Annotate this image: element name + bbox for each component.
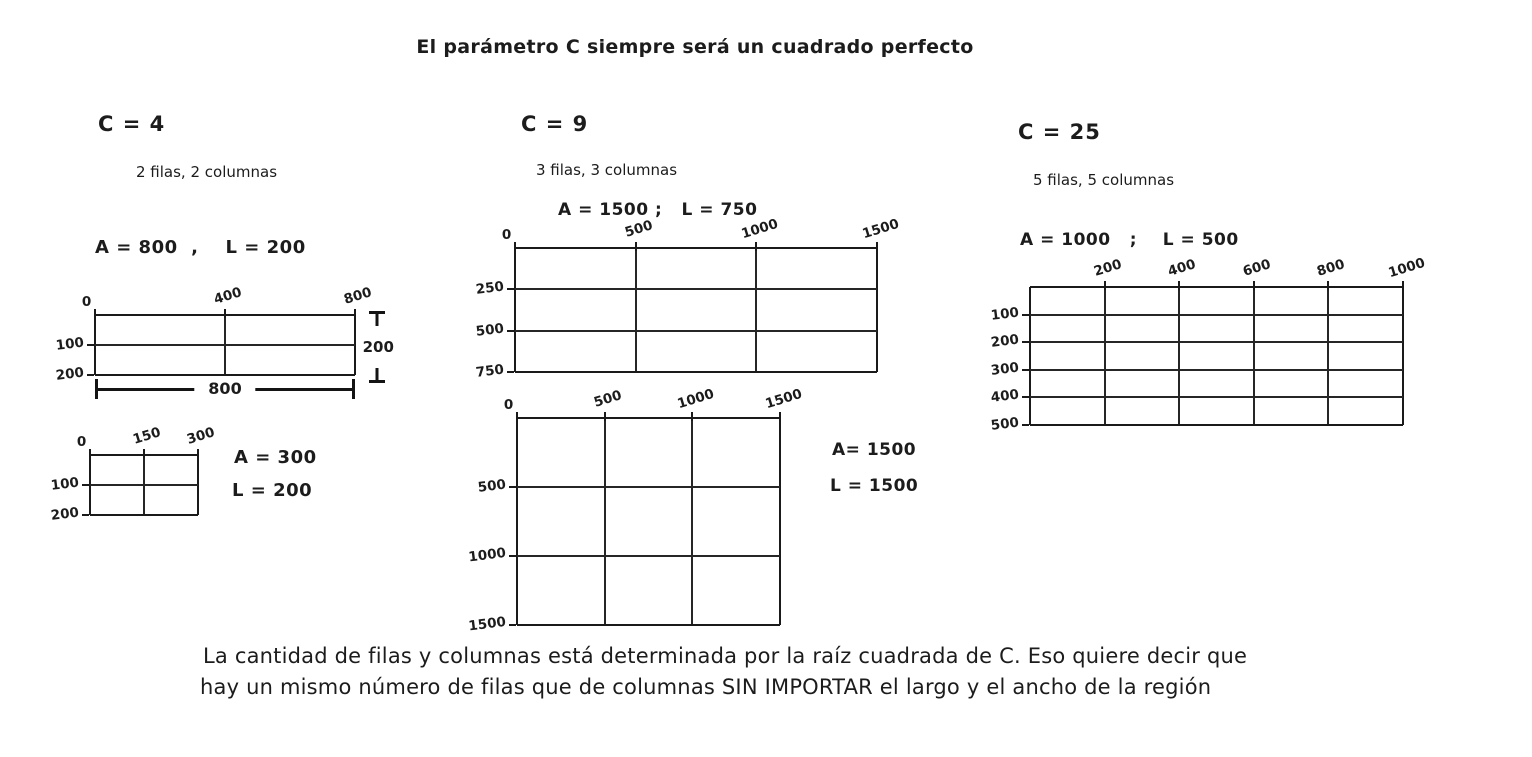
- y-axis-tick-mark: [87, 374, 94, 376]
- grid-line-horizontal: [515, 247, 877, 249]
- x-axis-tick-label: 0: [503, 397, 514, 413]
- y-axis-tick-label: 200: [54, 364, 85, 384]
- footer-line-1: La cantidad de filas y columnas está determinada por la raíz cuadrada de C. Eso quiere decir que: [203, 644, 1248, 668]
- section-c25-subheading: 5 filas, 5 columnas: [1033, 171, 1175, 189]
- grid-line-horizontal: [515, 330, 877, 332]
- y-axis-tick-label: 100: [989, 304, 1020, 324]
- grid-line-horizontal: [90, 484, 198, 486]
- section-c25-heading: C = 25: [1018, 120, 1101, 144]
- x-axis-tick-mark: [691, 412, 693, 421]
- dimension-end-left: [95, 379, 98, 399]
- c4-grid2-annotation-line1: A = 300: [234, 447, 317, 468]
- x-axis-tick-label: 300: [185, 424, 217, 448]
- grid-line-horizontal: [517, 486, 780, 488]
- x-axis-tick-mark: [354, 309, 356, 318]
- x-axis-tick-mark: [604, 412, 606, 421]
- grid-line-horizontal: [1030, 314, 1403, 316]
- grid-line-horizontal: [1030, 396, 1403, 398]
- grid-line-horizontal: [1030, 286, 1403, 288]
- grid-line-horizontal: [517, 624, 780, 626]
- y-axis-tick-label: 100: [49, 474, 80, 494]
- grid-line-vertical: [779, 418, 781, 625]
- x-axis-tick-label: 500: [622, 217, 655, 241]
- x-axis-tick-label: 1000: [739, 215, 781, 243]
- c4-grid1-width-dimension: [95, 379, 355, 399]
- x-axis-tick-label: 0: [76, 434, 87, 450]
- grid-line-vertical: [635, 248, 637, 372]
- x-axis-tick-label: 1000: [1386, 254, 1428, 282]
- x-axis-tick-mark: [516, 412, 518, 421]
- grid-line-horizontal: [1030, 369, 1403, 371]
- c9-grid1-annotation: A = 1500 ; L = 750: [558, 200, 758, 220]
- section-c9-heading: C = 9: [521, 112, 589, 136]
- grid-line-vertical: [604, 418, 606, 625]
- c9-grid2-annotation-line2: L = 1500: [830, 476, 919, 496]
- x-axis-tick-mark: [94, 309, 96, 318]
- x-axis-tick-label: 0: [501, 227, 512, 243]
- y-axis-tick-label: 200: [989, 331, 1020, 352]
- y-axis-tick-mark: [509, 624, 516, 626]
- grid-line-horizontal: [517, 555, 780, 557]
- footer-line-2: hay un mismo número de filas que de columnas SIN IMPORTAR el largo y el ancho de la región: [200, 675, 1212, 699]
- y-axis-tick-label: 500: [989, 414, 1020, 434]
- grid-line-vertical: [1402, 287, 1404, 425]
- y-axis-tick-mark: [1022, 369, 1029, 371]
- y-axis-tick-mark: [507, 288, 514, 290]
- y-axis-tick-label: 500: [474, 320, 505, 340]
- x-axis-tick-mark: [755, 242, 757, 251]
- x-axis-tick-label: 1500: [860, 215, 902, 243]
- y-axis-tick-mark: [509, 486, 516, 488]
- y-axis-tick-label: 250: [474, 278, 505, 299]
- grid-line-vertical: [755, 248, 757, 372]
- grid-line-vertical: [1253, 287, 1255, 425]
- height-dimension-label: 200: [362, 338, 394, 356]
- y-axis-tick-mark: [1022, 424, 1029, 426]
- c9-grid2-annotation-line1: A= 1500: [832, 440, 917, 460]
- x-axis-tick-mark: [89, 449, 91, 458]
- y-axis-tick-label: 100: [54, 334, 85, 354]
- page-title: El parámetro C siempre será un cuadrado perfecto: [416, 36, 974, 58]
- c25-grid1-annotation: A = 1000 ; L = 500: [1020, 230, 1239, 250]
- x-axis-tick-mark: [635, 242, 637, 251]
- section-c4-subheading: 2 filas, 2 columnas: [136, 163, 278, 181]
- section-c4-heading: C = 4: [98, 112, 166, 136]
- y-axis-tick-label: 750: [474, 361, 505, 381]
- c4-grid2-annotation-line2: L = 200: [232, 480, 313, 501]
- x-axis-tick-label: 200: [1091, 256, 1124, 280]
- y-axis-tick-label: 400: [989, 386, 1020, 407]
- x-axis-tick-mark: [1178, 281, 1180, 290]
- x-axis-tick-label: 500: [591, 387, 624, 411]
- grid-line-vertical: [514, 248, 516, 372]
- c9-grid2: [467, 385, 805, 635]
- x-axis-tick-label: 150: [131, 424, 163, 448]
- section-c9-subheading: 3 filas, 3 columnas: [536, 161, 678, 179]
- dimension-stem-top: [376, 313, 379, 326]
- x-axis-tick-mark: [1104, 281, 1106, 290]
- x-axis-tick-mark: [1253, 281, 1255, 290]
- x-axis-tick-label: 400: [1166, 256, 1198, 280]
- grid-line-horizontal: [1030, 341, 1403, 343]
- x-axis-tick-label: 800: [342, 284, 374, 308]
- x-axis-tick-mark: [224, 309, 226, 318]
- x-axis-tick-label: 600: [1240, 256, 1273, 280]
- y-axis-tick-mark: [87, 344, 94, 346]
- grid-line-vertical: [1029, 287, 1031, 425]
- y-axis-tick-mark: [1022, 314, 1029, 316]
- grid-line-horizontal: [95, 344, 355, 346]
- grid-line-horizontal: [95, 374, 355, 376]
- y-axis-tick-mark: [82, 514, 89, 516]
- y-axis-tick-label: 200: [49, 504, 80, 524]
- width-dimension-label: 800: [194, 379, 255, 398]
- grid-line-horizontal: [515, 371, 877, 373]
- x-axis-tick-label: 0: [81, 294, 92, 310]
- c4-grid1-annotation: A = 800 , L = 200: [95, 237, 306, 258]
- x-axis-tick-label: 400: [212, 284, 244, 308]
- grid-line-vertical: [1104, 287, 1106, 425]
- y-axis-tick-label: 500: [476, 476, 507, 496]
- grid-line-horizontal: [90, 514, 198, 516]
- dimension-end-right: [352, 379, 355, 399]
- x-axis-tick-mark: [779, 412, 781, 421]
- y-axis-tick-mark: [507, 330, 514, 332]
- x-axis-tick-label: 1500: [763, 385, 805, 413]
- y-axis-tick-label: 1500: [467, 613, 507, 635]
- c25-grid1: [989, 254, 1428, 434]
- grid-line-vertical: [691, 418, 693, 625]
- c9-grid1: [474, 215, 902, 381]
- grid-line-vertical: [1327, 287, 1329, 425]
- grid-line-vertical: [1178, 287, 1180, 425]
- x-axis-tick-mark: [1402, 281, 1404, 290]
- c4-grid2: [49, 424, 217, 524]
- x-axis-tick-mark: [514, 242, 516, 251]
- x-axis-tick-mark: [876, 242, 878, 251]
- grid-line-vertical: [516, 418, 518, 625]
- y-axis-tick-mark: [1022, 341, 1029, 343]
- dimension-cap-bottom: [369, 380, 385, 383]
- y-axis-tick-mark: [82, 484, 89, 486]
- c4-grid1: [54, 284, 374, 384]
- x-axis-tick-mark: [143, 449, 145, 458]
- y-axis-tick-mark: [509, 555, 516, 557]
- x-axis-tick-mark: [1327, 281, 1329, 290]
- c4-grid1-height-dimension: [360, 311, 394, 383]
- y-axis-tick-label: 300: [989, 359, 1020, 379]
- x-axis-tick-mark: [197, 449, 199, 458]
- grid-line-horizontal: [1030, 424, 1403, 426]
- y-axis-tick-label: 1000: [467, 544, 507, 566]
- x-axis-tick-label: 1000: [675, 385, 717, 413]
- x-axis-tick-label: 800: [1315, 256, 1348, 280]
- grid-line-horizontal: [515, 288, 877, 290]
- y-axis-tick-mark: [507, 371, 514, 373]
- grid-line-horizontal: [517, 417, 780, 419]
- grid-line-vertical: [876, 248, 878, 372]
- y-axis-tick-mark: [1022, 396, 1029, 398]
